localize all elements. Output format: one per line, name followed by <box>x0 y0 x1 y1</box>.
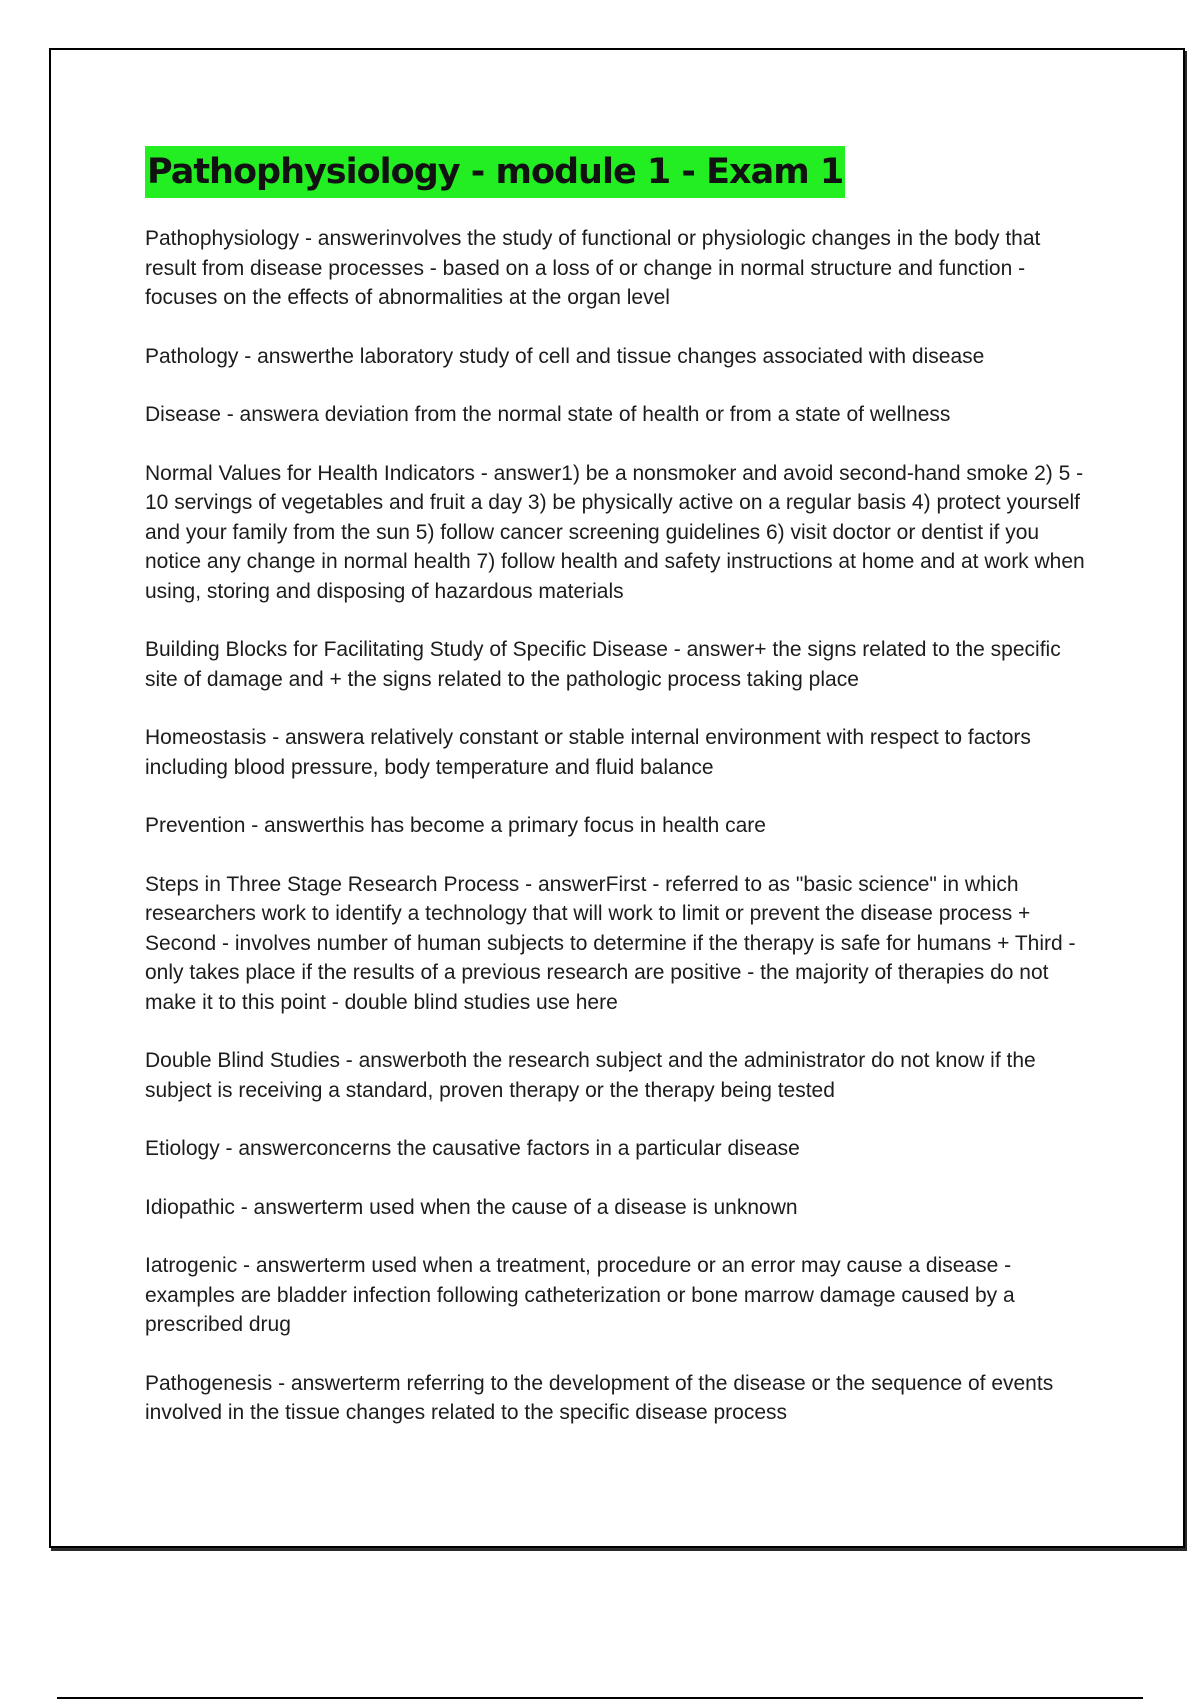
entry-pathology: Pathology - answerthe laboratory study of cell and tissue changes associated with disease <box>145 344 985 368</box>
entry-etiology: Etiology - answerconcerns the causative factors in a particular disease <box>145 1137 800 1160</box>
entry-pathogenesis: Pathogenesis - answerterm referring to the development of the disease or the sequence of events involved in the tissue changes related to the specific disease process <box>145 1371 1054 1424</box>
entry-normal-values: Normal Values for Health Indicators - answer1) be a nonsmoker and avoid second-hand smoke 2) 5 - 10 servings of vegetables and fruit a day 3) be physically active on a regular basis 4) protect yourself and your family from the sun 5) follow cancer screening guidelines 6) visit doctor or dentist if you notice any change in normal health 7) follow health and safety instructions at home and at work when using, storing and disposing of hazardous materials <box>145 461 1085 603</box>
entry-pathophysiology: Pathophysiology - answerinvolves the study of functional or physiologic changes in the body that result from disease processes - based on a loss of or change in normal structure and function - focuses on the effects of abnormalities at the organ level <box>145 227 1041 309</box>
document-body <box>145 146 1090 1457</box>
entry-homeostasis: Homeostasis - answera relatively constant or stable internal environment with respect to factors including blood pressure, body temperature and fluid balance <box>145 726 1031 779</box>
document-title: Pathophysiology - module 1 - Exam 1 <box>145 146 845 198</box>
entry-disease: Disease - answera deviation from the normal state of health or from a state of wellness <box>145 403 951 426</box>
entry-idiopathic: Idiopathic - answerterm used when the cause of a disease is unknown <box>145 1195 798 1219</box>
entry-double-blind: Double Blind Studies - answerboth the research subject and the administrator do not know if the subject is receiving a standard, proven therapy or the therapy being tested <box>145 1049 1036 1102</box>
entry-iatrogenic: Iatrogenic - answerterm used when a treatment, procedure or an error may cause a disease - examples are bladder infection following catheterization or bone marrow damage caused by a prescribed drug <box>145 1254 1015 1336</box>
bottom-rule <box>57 1697 1143 1699</box>
entry-prevention: Prevention - answerthis has become a primary focus in health care <box>145 814 766 837</box>
entry-building-blocks: Building Blocks for Facilitating Study of Specific Disease - answer+ the signs related to the specific site of damage and + the signs related to the pathologic process taking place <box>145 638 1061 691</box>
entry-research-process: Steps in Three Stage Research Process - answerFirst - referred to as "basic science" in which researchers work to identify a technology that will work to limit or prevent the disease process + Second - involves number of human subjects to determine if the therapy is safe for humans + Third - only takes place if the results of a previous research are positive - the majority of therapies do not make it to this point - double blind studies use here <box>145 872 1076 1014</box>
